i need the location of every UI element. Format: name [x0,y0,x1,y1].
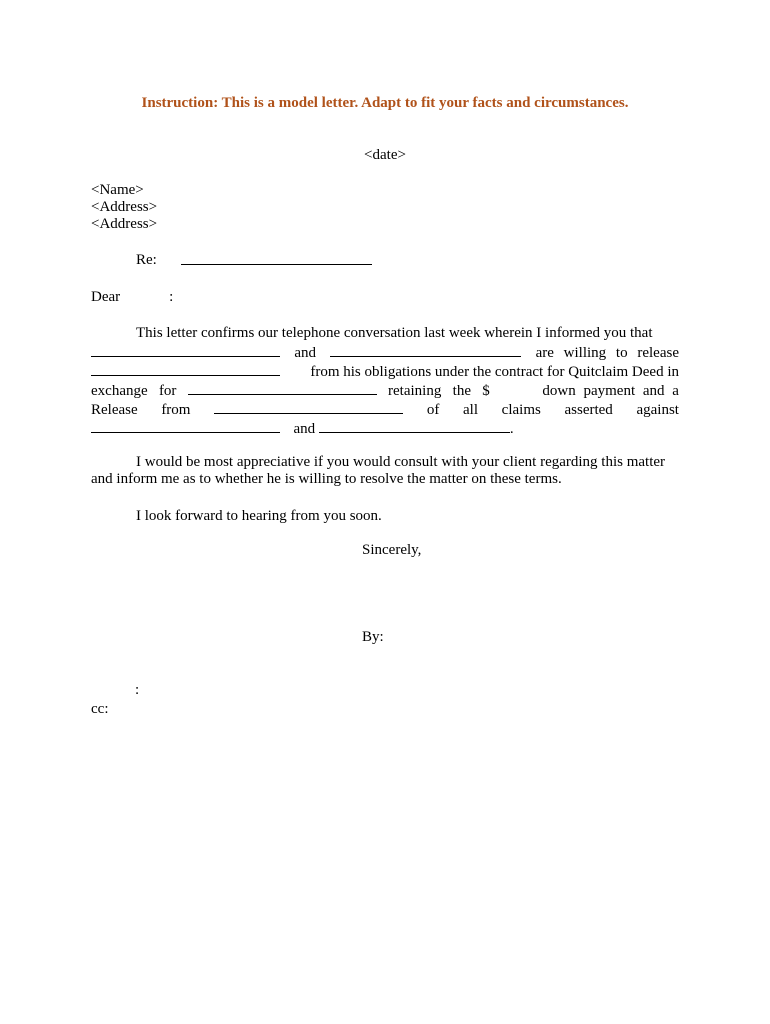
blank-party-1[interactable] [91,342,280,357]
body1-line5: Release from of all claims asserted against [91,399,679,419]
salutation-word: Dear [91,289,121,305]
date-placeholder: <date> [364,147,406,163]
closing: Sincerely, [362,542,422,558]
address-name: <Name> [91,182,144,198]
re-label: Re: [136,252,157,268]
body1-line3: from his obligations under the contract for Quitclaim Deed in [91,361,679,381]
body2-paragraph: I would be most appreciative if you would consult with your client regarding this matter and inform me as to whether he is willing to resolve the matter on these terms. [91,454,666,487]
blank-party-3[interactable] [91,361,280,376]
re-blank[interactable] [181,250,372,265]
address-line-2: <Address> [91,216,158,232]
blank-party-5[interactable] [214,399,403,414]
blank-party-6[interactable] [91,418,280,433]
blank-party-4[interactable] [188,380,377,395]
address-line-1: <Address> [91,199,158,215]
body1-line4: exchange for retaining the $ down payment and a [91,380,679,400]
body3-paragraph: I look forward to hearing from you soon. [136,508,382,524]
cc-label: cc: [91,701,109,717]
by-label: By: [362,629,384,645]
salutation-colon: : [169,289,174,305]
body1-line6: and . [91,418,514,438]
body1-line1: This letter confirms our telephone conversation last week wherein I informed you that [136,325,653,341]
body1-line2: and are willing to release [91,342,679,362]
instruction-line: Instruction: This is a model letter. Adapt to fit your facts and circumstances. [141,95,629,111]
blank-party-7[interactable] [319,418,510,433]
colon-line: : [135,682,140,698]
blank-party-2[interactable] [330,342,521,357]
salutation [91,288,173,306]
